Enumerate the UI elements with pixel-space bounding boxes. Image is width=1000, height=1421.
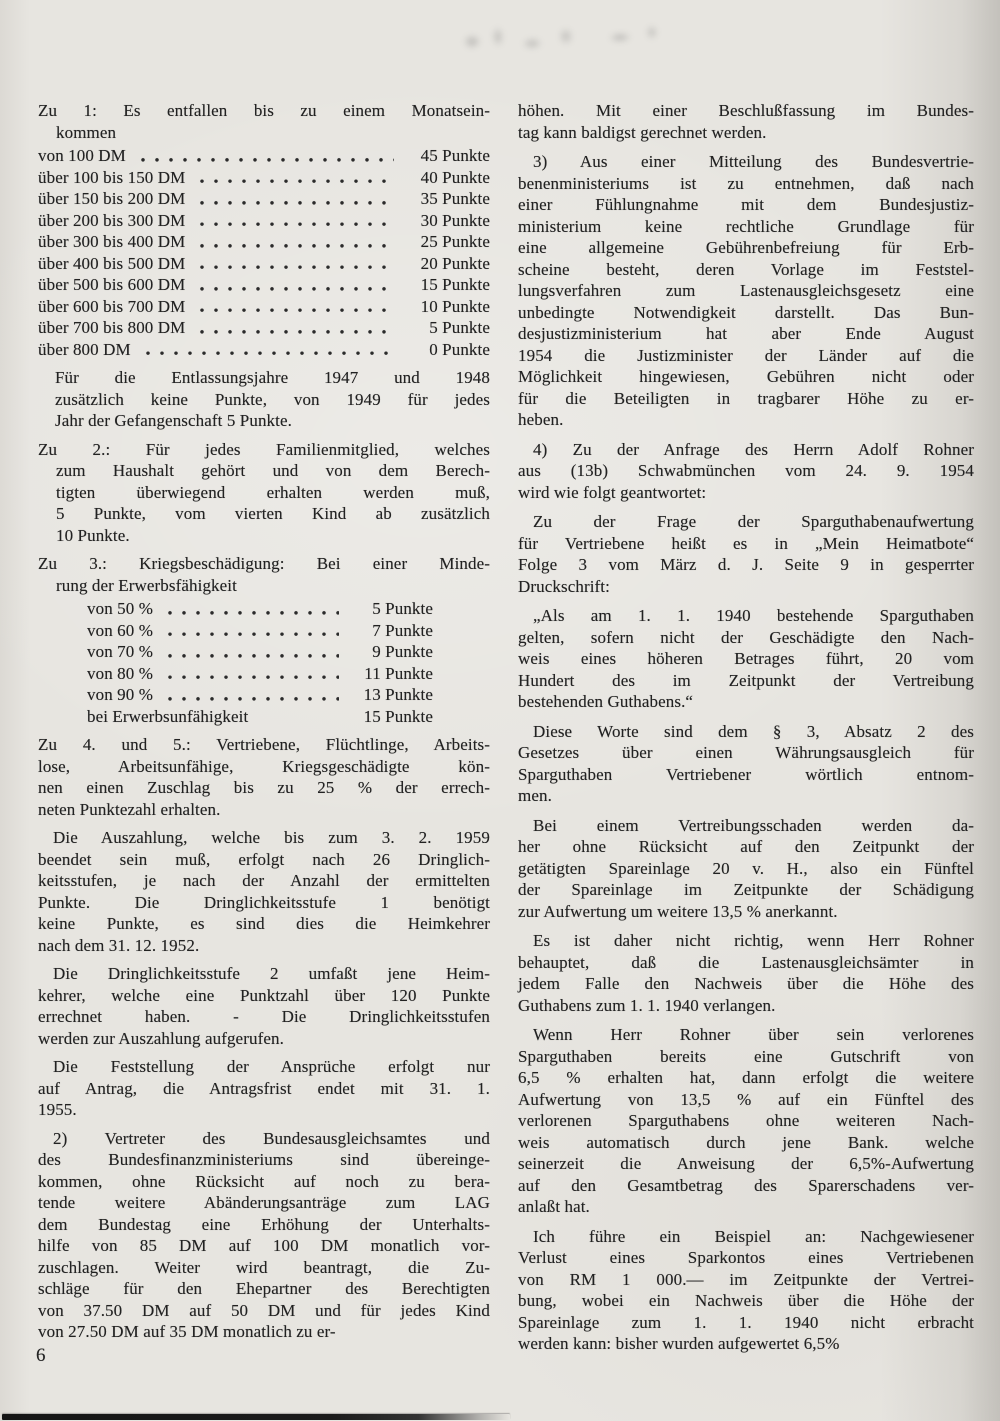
paragraph-zu1 bbox=[38, 100, 490, 143]
text-line: Es ist daher nicht richtig, wenn Herr Rohner bbox=[533, 931, 974, 950]
row-label: von 60 % bbox=[87, 620, 153, 640]
row-label: über 500 bis 600 DM bbox=[38, 275, 186, 294]
table-row bbox=[38, 274, 490, 296]
table-row bbox=[87, 620, 433, 642]
text-line: getätigten Spareinlage 20 v. H., also ein Fünftel bbox=[518, 858, 974, 878]
row-label: über 600 bis 700 DM bbox=[38, 296, 186, 316]
text-line: seinerzeit die Anweisung der 6,5%-Aufwertung bbox=[518, 1154, 974, 1173]
table-row bbox=[87, 598, 433, 620]
text-line: Die Feststellung der Ansprüche erfolgt nur bbox=[53, 1057, 490, 1076]
text-line: aus (13b) Schwabmünchen vom 24. 9. 1954 bbox=[518, 461, 974, 480]
text-line: „Als am 1. 1. 1940 bestehende Sparguthaben bbox=[533, 606, 974, 625]
text-line: ministerium keine rechtliche Grundlage für bbox=[518, 216, 974, 236]
text-line: beendet sein muß, erfolgt nach 26 Dringlich- bbox=[38, 849, 490, 869]
row-label: über 700 bis 800 DM bbox=[38, 318, 186, 337]
text-line: Spareinlage zum 1. 1. 1940 nicht erbracht bbox=[518, 1312, 974, 1332]
row-value: 5 Punkte bbox=[429, 318, 490, 337]
paragraph-wenn-rohner bbox=[518, 1024, 974, 1218]
row-label: über 100 bis 150 DM bbox=[38, 167, 186, 187]
text-line: 3) Aus einer Mitteilung des Bundesvertrie- bbox=[533, 152, 974, 171]
table-row bbox=[38, 253, 490, 275]
leader-dots bbox=[195, 188, 394, 210]
row-label: von 100 DM bbox=[38, 146, 126, 165]
text-line: für die Beteiligten in tragbarer Höhe zu er- bbox=[518, 388, 974, 408]
income-points-table bbox=[38, 145, 490, 360]
text-line: unbedingte Notwendigkeit darstellt. Das Bun- bbox=[518, 302, 974, 322]
row-value: 7 Punkte bbox=[372, 620, 433, 640]
paragraph-zitat-heimatbote bbox=[518, 605, 974, 713]
page-number: 6 bbox=[36, 1345, 46, 1366]
text-line: tigten überwiegend erhalten werden muß, bbox=[56, 482, 490, 502]
text-line: für Vertriebene heißt es in „Mein Heimatbote“ bbox=[518, 533, 974, 553]
row-spacer bbox=[258, 706, 339, 728]
row-label: von 50 % bbox=[87, 599, 153, 618]
text-line: von RM 1 000.— im Zeitpunkte der Vertrei- bbox=[518, 1269, 974, 1289]
row-value: 0 Punkte bbox=[429, 339, 490, 359]
text-line: lose, Arbeitsunfähige, Kriegsgeschädigte kön- bbox=[38, 756, 490, 776]
row-label: bei Erwerbsunfähigkeit bbox=[87, 706, 249, 726]
paragraph-zu2 bbox=[38, 439, 490, 547]
text-line: errechnet haben. - Die Dringlichkeitsstufen bbox=[38, 1007, 490, 1026]
text-line: weis eines höheren Betrages führt, 20 vom bbox=[518, 649, 974, 668]
table-row bbox=[87, 641, 433, 663]
text-line: Bei einem Vertreibungsschaden werden da- bbox=[533, 815, 974, 835]
text-line: Für die Entlassungsjahre 1947 und 1948 bbox=[55, 368, 490, 387]
table-row bbox=[38, 339, 490, 361]
leader-dots bbox=[195, 253, 394, 275]
text-line: Verlust eines Sparkontos eines Vertriebenen bbox=[518, 1248, 974, 1267]
text-line: einer Fühlungnahme mit dem Bundesjustiz- bbox=[518, 195, 974, 214]
text-line: anlaßt hat. bbox=[518, 1197, 590, 1216]
text-line: Gesetzes über einen Währungsausgleich für bbox=[518, 743, 974, 762]
paragraph-beispiel bbox=[518, 1226, 974, 1355]
text-line: Guthabens zum 1. 1. 1940 verlangen. bbox=[518, 995, 776, 1015]
text-line: von 37.50 DM auf 50 DM und für jedes Kind bbox=[38, 1300, 490, 1320]
text-line: der Spareinlage im Zeitpunkte der Schädigung bbox=[518, 880, 974, 899]
text-line: nen einen Zuschlag bis zu 25 % der errech- bbox=[38, 778, 490, 797]
table-row bbox=[38, 210, 490, 232]
text-line: men. bbox=[518, 786, 552, 805]
table-row bbox=[38, 296, 490, 318]
text-line: gelten, sofern nicht der Geschädigte den Nach- bbox=[518, 627, 974, 647]
text-line: tende weitere Abänderungsanträge zum LAG bbox=[38, 1193, 490, 1212]
row-value: 15 Punkte bbox=[420, 275, 490, 294]
row-value: 10 Punkte bbox=[420, 296, 490, 316]
leader-dots bbox=[163, 684, 339, 706]
text-line: kommen, ohne Rücksicht auf noch zu bera- bbox=[38, 1171, 490, 1191]
row-value: 9 Punkte bbox=[372, 642, 433, 661]
table-row bbox=[38, 317, 490, 339]
paragraph-vertreter bbox=[38, 1128, 490, 1343]
text-line: des Bundesfinanzministeriums sind übereinge- bbox=[38, 1150, 490, 1169]
text-line: rung der Erwerbsfähigkeit bbox=[56, 575, 237, 595]
leader-dots bbox=[195, 231, 394, 253]
leader-dots bbox=[163, 663, 339, 685]
text-line: zum Haushalt gehört und von dem Berech- bbox=[56, 461, 490, 480]
text-line: 5 Punkte, vom vierten Kind ab zusätzlich bbox=[56, 504, 490, 523]
row-value: 13 Punkte bbox=[363, 685, 433, 704]
leader-dots bbox=[195, 274, 394, 296]
text-line: auf Antrag, die Antragsfrist endet mit 31. 1. bbox=[38, 1078, 490, 1098]
text-line: Möglichkeit hingewiesen, Gebühren nicht oder bbox=[518, 367, 974, 386]
text-line: Jahr der Gefangenschaft 5 Punkte. bbox=[55, 411, 292, 430]
row-value: 11 Punkte bbox=[364, 663, 433, 683]
leader-dots bbox=[163, 598, 339, 620]
text-line: nach dem 31. 12. 1952. bbox=[38, 935, 200, 955]
text-line: behauptet, daß die Lastenausgleichsämter in bbox=[518, 952, 974, 972]
text-line: Zu 1: Es entfallen bis zu einem Monatsein- bbox=[38, 101, 490, 120]
text-line: Ich führe ein Beispiel an: Nachgewiesener bbox=[533, 1226, 974, 1246]
disability-points-table bbox=[87, 598, 433, 727]
paragraph-vertreibungsschaden bbox=[518, 815, 974, 923]
text-line: kehrer, welche eine Punktzahl über 120 Punkte bbox=[38, 985, 490, 1005]
paragraph-entlassungsjahre bbox=[38, 367, 490, 432]
text-line: bestehenden Guthabens.“ bbox=[518, 692, 694, 711]
text-line: Punkte. Die Dringlichkeitsstufe 1 benötigt bbox=[38, 892, 490, 912]
leader-dots bbox=[195, 317, 394, 339]
text-line: auf den Gesamtbetrag des Sparerschadens ver- bbox=[518, 1175, 974, 1195]
text-line: Die Auszahlung, welche bis zum 3. 2. 1959 bbox=[53, 828, 490, 847]
row-value: 40 Punkte bbox=[420, 167, 490, 187]
table-row bbox=[87, 706, 433, 728]
text-line: hilfe von 85 DM auf 100 DM monatlich vor- bbox=[38, 1236, 490, 1255]
text-line: wird wie folgt geantwortet: bbox=[518, 482, 707, 502]
row-label: von 70 % bbox=[87, 642, 153, 661]
leader-dots bbox=[195, 167, 394, 189]
text-line: weis automatisch durch jene Bank. welche bbox=[518, 1132, 974, 1152]
table-row bbox=[38, 167, 490, 189]
row-value: 35 Punkte bbox=[420, 189, 490, 208]
row-value: 25 Punkte bbox=[420, 232, 490, 251]
text-line: jedem Falle den Nachweis über die Höhe des bbox=[518, 974, 974, 993]
text-line: kommen bbox=[56, 122, 117, 142]
text-line: Sparguthaben Vertriebener wörtlich entnom- bbox=[518, 764, 974, 784]
text-line: Die Dringlichkeitsstufe 2 umfaßt jene Heim- bbox=[53, 964, 490, 983]
paragraph-frage-sparguthaben bbox=[518, 511, 974, 597]
text-line: zuschlagen. Weiter wird beantragt, die Zu- bbox=[38, 1257, 490, 1277]
text-line: lungsverfahren zum Lastenausgleichsgesetz eine bbox=[518, 281, 974, 300]
scan-edge-bar bbox=[2, 1414, 510, 1420]
text-line: Sparguthaben bereits eine Gutschrift von bbox=[518, 1046, 974, 1066]
text-line: 1955. bbox=[38, 1100, 77, 1119]
leader-dots bbox=[141, 339, 394, 361]
text-line: zur Aufwertung um weitere 13,5 % anerkannt. bbox=[518, 901, 838, 921]
row-label: über 400 bis 500 DM bbox=[38, 253, 186, 273]
ink-bleed-smudge bbox=[439, 1, 711, 72]
text-line: tag kann baldigst gerechnet werden. bbox=[518, 122, 767, 142]
row-value: 5 Punkte bbox=[372, 599, 433, 618]
text-line: 1954 die Justizminister der Länder auf die bbox=[518, 345, 974, 365]
table-row bbox=[87, 684, 433, 706]
row-label: über 200 bis 300 DM bbox=[38, 210, 186, 230]
text-line: bung, wobei ein Nachweis über die Höhe der bbox=[518, 1291, 974, 1310]
paragraph-diese-worte bbox=[518, 721, 974, 807]
leader-dots bbox=[163, 620, 339, 642]
paragraph-dringlichkeitsstufe2 bbox=[38, 963, 490, 1049]
leader-dots bbox=[136, 145, 394, 167]
text-line: 6,5 % erhalten hat, dann erfolgt die weitere bbox=[518, 1068, 974, 1087]
text-line: Zu 3.: Kriegsbeschädigung: Bei einer Minde- bbox=[38, 554, 490, 573]
row-value: 45 Punkte bbox=[420, 146, 490, 165]
table-row bbox=[38, 188, 490, 210]
text-line: 10 Punkte. bbox=[56, 525, 130, 545]
text-line: 4) Zu der Anfrage des Herrn Adolf Rohner bbox=[533, 439, 974, 459]
text-line: Zu 4. und 5.: Vertriebene, Flüchtlinge, Arbeits- bbox=[38, 735, 490, 754]
text-line: scheine besteht, deren Vorlage im Feststel- bbox=[518, 259, 974, 279]
text-line: keine Punkte, es sind dies die Heimkehrer bbox=[38, 914, 490, 933]
table-row bbox=[38, 145, 490, 167]
text-line: keitsstufen, je nach der Anzahl der ermittelten bbox=[38, 871, 490, 890]
row-label: von 80 % bbox=[87, 663, 153, 683]
text-line: eine allgemeine Gebührenbefreiung für Erb- bbox=[518, 238, 974, 257]
text-line: Hundert des im Zeitpunkt der Vertreibung bbox=[518, 670, 974, 690]
row-label: über 800 DM bbox=[38, 339, 131, 359]
paragraph-zu4-5 bbox=[38, 734, 490, 820]
text-line: verlorenen Sparguthabens ohne weiteren Nach- bbox=[518, 1111, 974, 1130]
text-line: 2) Vertreter des Bundesausgleichsamtes und bbox=[53, 1128, 490, 1148]
row-label: von 90 % bbox=[87, 685, 153, 704]
text-line: von 27.50 DM auf 35 DM monatlich zu er- bbox=[38, 1322, 336, 1341]
left-column bbox=[38, 100, 490, 1343]
text-line: Zu 2.: Für jedes Familienmitglied, welches bbox=[38, 439, 490, 459]
text-line: schläge für den Ehepartner des Berechtigten bbox=[38, 1279, 490, 1298]
paragraph-feststellung bbox=[38, 1056, 490, 1121]
paragraph-hoehen bbox=[518, 100, 974, 143]
text-line: neten Punktezahl erhalten. bbox=[38, 799, 221, 819]
text-line: desjustizministerium hat aber Ende August bbox=[518, 324, 974, 343]
row-label: über 300 bis 400 DM bbox=[38, 232, 186, 251]
text-line: zusätzlich keine Punkte, von 1949 für jedes bbox=[55, 389, 490, 409]
text-line: benenministeriums ist zu entnehmen, daß nach bbox=[518, 173, 974, 193]
table-row bbox=[87, 663, 433, 685]
paragraph-auszahlung bbox=[38, 827, 490, 956]
leader-dots bbox=[195, 296, 394, 318]
paragraph-nicht-richtig bbox=[518, 930, 974, 1016]
table-row bbox=[38, 231, 490, 253]
row-value: 15 Punkte bbox=[363, 706, 433, 726]
text-line: Folge 3 vom März d. J. Seite 9 in gesperrter bbox=[518, 555, 974, 574]
row-value: 20 Punkte bbox=[420, 253, 490, 273]
paragraph-anfrage-rohner bbox=[518, 439, 974, 504]
text-line: Diese Worte sind dem § 3, Absatz 2 des bbox=[533, 721, 974, 741]
text-line: her ohne Rücksicht auf den Zeitpunkt der bbox=[518, 837, 974, 856]
text-line: werden zur Auszahlung aufgerufen. bbox=[38, 1028, 284, 1048]
text-line: dem Bundestag eine Erhöhung der Unterhalts- bbox=[38, 1214, 490, 1234]
text-line: Aufwertung von 13,5 % auf ein Fünftel des bbox=[518, 1089, 974, 1109]
row-label: über 150 bis 200 DM bbox=[38, 189, 186, 208]
paragraph-mitteilung bbox=[518, 151, 974, 431]
row-value: 30 Punkte bbox=[420, 210, 490, 230]
text-line: Wenn Herr Rohner über sein verlorenes bbox=[533, 1025, 974, 1044]
text-line: werden kann: bisher wurden aufgewertet 6,5% bbox=[518, 1334, 840, 1353]
leader-dots bbox=[163, 641, 339, 663]
text-line: Zu der Frage der Sparguthabenaufwertung bbox=[533, 512, 974, 531]
paragraph-zu3 bbox=[38, 553, 490, 596]
right-column bbox=[518, 100, 974, 1355]
leader-dots bbox=[195, 210, 394, 232]
text-line: höhen. Mit einer Beschlußfassung im Bundes- bbox=[518, 101, 974, 120]
text-line: heben. bbox=[518, 410, 564, 429]
text-line: Druckschrift: bbox=[518, 576, 610, 596]
